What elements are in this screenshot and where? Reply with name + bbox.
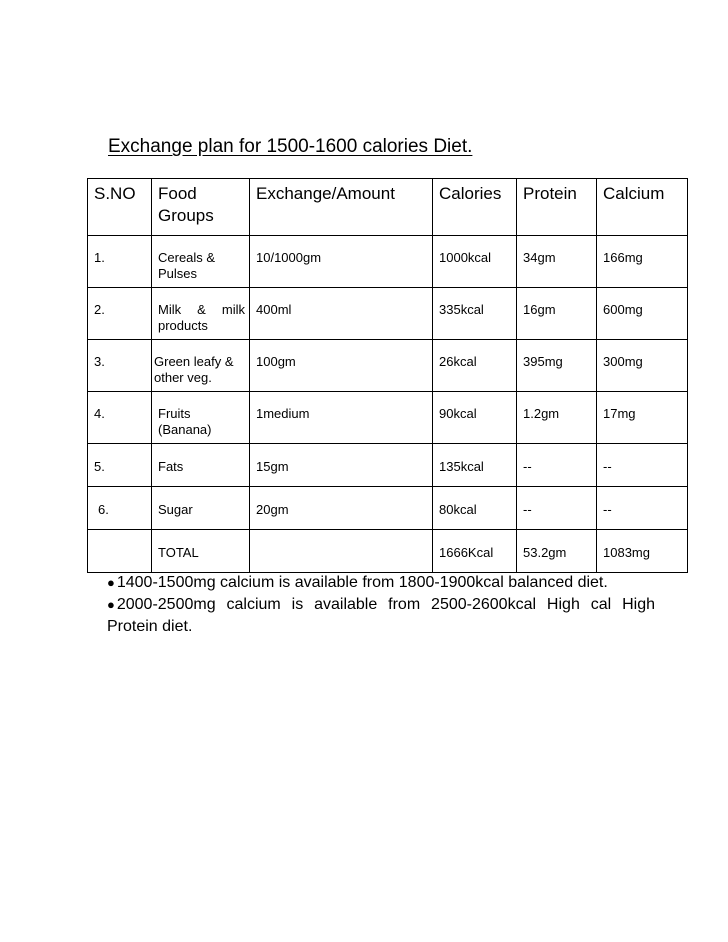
table-row (88, 340, 688, 392)
exchange-plan-table (87, 178, 688, 573)
cell-sno: 4. (88, 392, 152, 444)
cell-amount: 400ml (250, 288, 433, 340)
cell-calcium: 166mg (597, 236, 688, 288)
header-food-groups: Food Groups (152, 179, 250, 236)
bullet-icon: ● (107, 575, 115, 590)
cell-calcium: -- (597, 444, 688, 487)
cell-calcium: 17mg (597, 392, 688, 444)
table-total-row (88, 530, 688, 573)
cell-total-calcium: 1083mg (597, 530, 688, 573)
cell-amount (250, 530, 433, 573)
header-calories: Calories (433, 179, 517, 236)
cell-calories: 135kcal (433, 444, 517, 487)
note-text: 2000-2500mg calcium is available from 2500-2600kcal High cal High Protein diet. (107, 596, 655, 635)
table-row (88, 236, 688, 288)
cell-food: Green leafy & other veg. (152, 340, 250, 392)
cell-protein: 16gm (517, 288, 597, 340)
cell-sno: 1. (88, 236, 152, 288)
cell-total-calories: 1666Kcal (433, 530, 517, 573)
cell-food: Milk & milk products (152, 288, 250, 340)
cell-calcium: 600mg (597, 288, 688, 340)
cell-food: Cereals & Pulses (152, 236, 250, 288)
cell-calories: 90kcal (433, 392, 517, 444)
table-row (88, 487, 688, 530)
cell-total-label: TOTAL (152, 530, 250, 573)
cell-food: Fruits (Banana) (152, 392, 250, 444)
header-calcium: Calcium (597, 179, 688, 236)
cell-calories: 26kcal (433, 340, 517, 392)
table-row (88, 392, 688, 444)
cell-protein: 34gm (517, 236, 597, 288)
cell-protein: -- (517, 444, 597, 487)
cell-calcium: 300mg (597, 340, 688, 392)
note-item (107, 594, 655, 638)
table-row (88, 444, 688, 487)
note-item (107, 572, 655, 594)
cell-total-protein: 53.2gm (517, 530, 597, 573)
cell-sno: 2. (88, 288, 152, 340)
cell-food: Fats (152, 444, 250, 487)
header-protein: Protein (517, 179, 597, 236)
header-sno: S.NO (88, 179, 152, 236)
cell-protein: 395mg (517, 340, 597, 392)
cell-amount: 1medium (250, 392, 433, 444)
cell-sno: 5. (88, 444, 152, 487)
cell-food: Sugar (152, 487, 250, 530)
notes-section (107, 572, 655, 638)
bullet-icon: ● (107, 597, 115, 612)
cell-sno: 6. (88, 487, 152, 530)
document-title: Exchange plan for 1500-1600 calories Diet. (108, 136, 473, 157)
cell-amount: 20gm (250, 487, 433, 530)
cell-protein: 1.2gm (517, 392, 597, 444)
cell-amount: 15gm (250, 444, 433, 487)
cell-calcium: -- (597, 487, 688, 530)
cell-sno (88, 530, 152, 573)
cell-calories: 80kcal (433, 487, 517, 530)
cell-calories: 1000kcal (433, 236, 517, 288)
cell-amount: 100gm (250, 340, 433, 392)
cell-amount: 10/1000gm (250, 236, 433, 288)
header-exchange-amount: Exchange/Amount (250, 179, 433, 236)
table-row (88, 288, 688, 340)
cell-protein: -- (517, 487, 597, 530)
cell-calories: 335kcal (433, 288, 517, 340)
cell-sno: 3. (88, 340, 152, 392)
note-text: 1400-1500mg calcium is available from 1800-1900kcal balanced diet. (116, 574, 608, 591)
table-header-row (88, 179, 688, 236)
